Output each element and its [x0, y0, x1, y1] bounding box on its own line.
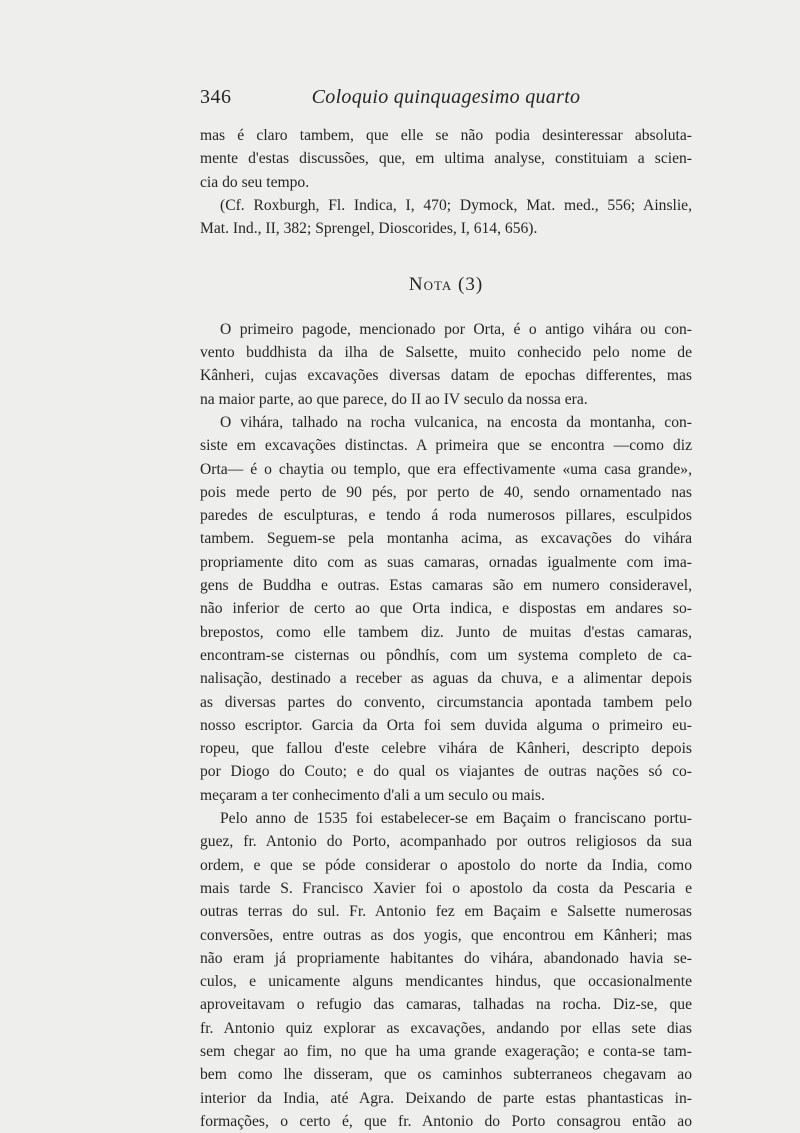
- text-line: Mat. Ind., II, 382; Sprengel, Dioscorides, I, 614, 656).: [200, 220, 538, 238]
- text-line: propriamente dito com as suas camaras, ornadas igualmente com ima-: [200, 553, 692, 571]
- text-line: na maior parte, ao que parece, do II ao IV seculo da nossa era.: [200, 390, 588, 408]
- text-line: siste em excavações distinctas. A primeira que se encontra —como diz: [200, 437, 692, 455]
- text-line: Pelo anno de 1535 foi estabelecer-se em Baçaim o franciscano portu-: [220, 810, 692, 828]
- text-line: ordem, e que se póde considerar o apostolo do norte da India, como: [200, 856, 692, 874]
- paragraph-2: [200, 411, 692, 807]
- text-line: cia do seu tempo.: [200, 173, 310, 191]
- running-head: [200, 86, 692, 114]
- text-line: culos, e unicamente alguns mendicantes hindus, que occasionalmente: [200, 973, 692, 991]
- text-line: sem chegar ao fim, no que ha uma grande exageração; e conta-se tam-: [200, 1042, 692, 1060]
- text-line: fr. Antonio quiz explorar as excavações, andando por ellas sete dias: [200, 1019, 692, 1037]
- text-line: guez, fr. Antonio do Porto, acompanhado por outros religiosos da sua: [200, 833, 692, 851]
- references-paragraph: [200, 194, 692, 241]
- text-line: não inferior de certo ao que Orta indica, e dispostas em andares so-: [200, 600, 692, 618]
- text-line: O primeiro pagode, mencionado por Orta, é o antigo vihára ou con-: [220, 320, 692, 338]
- text-line: tambem. Seguem-se pela montanha acima, as excavações do vihára: [200, 530, 692, 548]
- text-line: por Diogo do Couto; e do qual os viajantes de outras nações só co-: [200, 763, 692, 781]
- text-line: ropeu, que fallou d'este celebre vihára de Kânheri, descripto depois: [200, 740, 692, 758]
- text-line: aproveitavam o refugio das camaras, talhadas na rocha. Diz-se, que: [200, 996, 692, 1014]
- text-line: nosso escriptor. Garcia da Orta foi sem duvida alguma o primeiro eu-: [200, 716, 692, 734]
- section-heading-word: Nota: [408, 274, 453, 296]
- text-line: não eram já propriamente habitantes do vihára, abandonado havia se-: [200, 949, 692, 967]
- section-heading: [200, 273, 692, 296]
- paragraph-3: [200, 807, 692, 1133]
- text-line: bem como lhe disseram, que os caminhos subterraneos chegavam ao: [200, 1066, 692, 1084]
- text-line: encontram-se cisternas ou pôndhís, com um systema completo de ca-: [200, 646, 692, 664]
- text-line: nalisação, destinado a receber as aguas da chuva, e a alimentar depois: [200, 670, 692, 688]
- text-line: conversões, entre outras as dos yogis, que encontrou em Kânheri; mas: [200, 926, 692, 944]
- text-line: interior da India, até Agra. Deixando de parte estas phantasticas in-: [200, 1089, 692, 1107]
- text-line: meçaram a ter conhecimento d'ali a um seculo ou mais.: [200, 786, 545, 804]
- text-line: gens de Buddha e outras. Estas camaras são em numero consideravel,: [200, 577, 692, 595]
- text-line: as diversas partes do convento, circumstancia apontada tambem pelo: [200, 693, 692, 711]
- text-line: mente d'estas discussões, que, em ultima analyse, constituiam a scien-: [200, 150, 692, 168]
- text-line: pois mede perto de 90 pés, por perto de 40, sendo ornamentado nas: [200, 483, 692, 501]
- text-line: outras terras do sul. Fr. Antonio fez em Baçaim e Salsette numerosas: [200, 903, 692, 921]
- paragraph-1: [200, 318, 692, 411]
- section-heading-number: (3): [458, 274, 484, 296]
- text-line: O vihára, talhado na rocha vulcanica, na encosta da montanha, con-: [220, 413, 692, 431]
- text-line: (Cf. Roxburgh, Fl. Indica, I, 470; Dymock, Mat. med., 556; Ainslie,: [220, 196, 692, 214]
- text-line: vento buddhista da ilha de Salsette, muito conhecido pelo nome de: [200, 344, 692, 362]
- intro-paragraph: [200, 124, 692, 194]
- body-text: [200, 124, 692, 1133]
- text-line: formações, o certo é, que fr. Antonio do Porto consagrou então ao: [200, 1112, 692, 1130]
- text-line: mas é claro tambem, que elle se não podia desinteressar absoluta-: [200, 127, 692, 144]
- text-line: Orta— é o chaytia ou templo, que era effectivamente «uma casa grande»,: [200, 460, 692, 478]
- page-number: 346: [200, 86, 232, 108]
- text-line: paredes de esculpturas, e tendo á roda numerosos pillares, esculpidos: [200, 507, 692, 525]
- text-line: mais tarde S. Francisco Xavier foi o apostolo da costa da Pescaria e: [200, 879, 692, 897]
- text-line: brepostos, como elle tambem diz. Junto de muitas d'estas camaras,: [200, 623, 692, 641]
- running-title: Coloquio quinquagesimo quarto: [311, 86, 581, 108]
- text-line: Kânheri, cujas excavações diversas datam de epochas differentes, mas: [200, 367, 692, 385]
